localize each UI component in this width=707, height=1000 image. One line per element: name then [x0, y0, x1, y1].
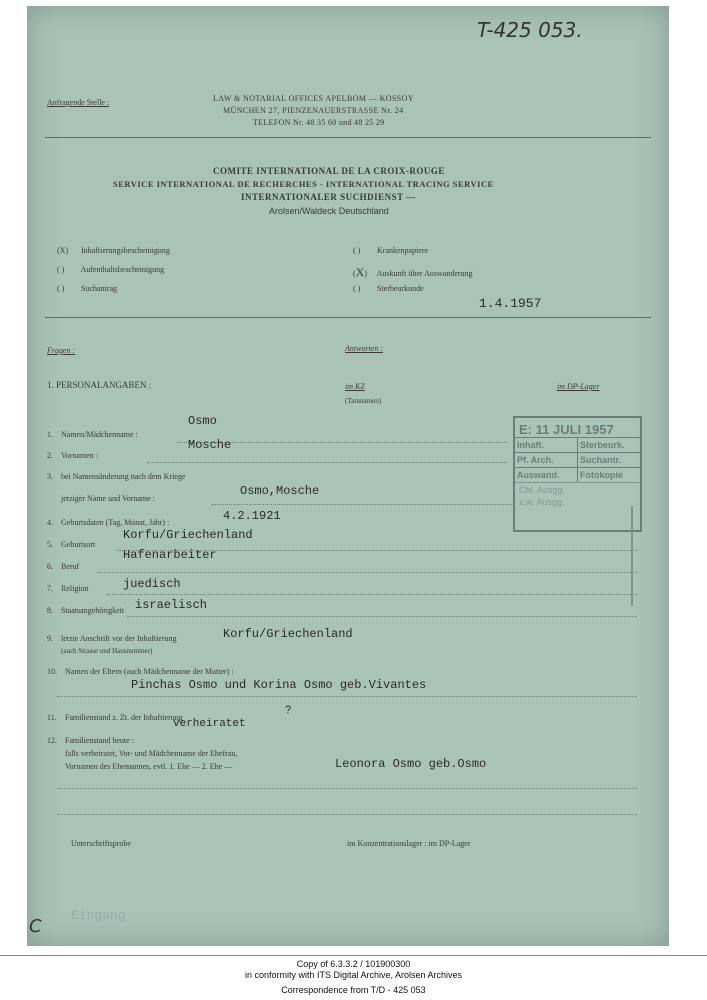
section-personal-data: 1. PERSONALANGABEN : — [47, 380, 152, 390]
field-value-birthplace: Korfu/Griechenland — [123, 528, 253, 542]
field-label-religion: 7. Religion — [47, 584, 89, 593]
option-residence-certificate: ( ) Aufenthaltsbescheinigung — [57, 265, 165, 274]
stamp-date: E: 11 JULI 1957 — [519, 422, 614, 437]
field-value-surname: Osmo — [188, 414, 217, 428]
field-label-parents: 10. Namen der Eltern (auch Mädchenname der Mutter) : — [47, 667, 234, 676]
footer-line-3: Correspondence from T/D - 425 053 — [281, 985, 426, 995]
signature-sample-label: Unterschriftsprobe — [71, 839, 131, 848]
kz-column-header: im KZ — [345, 382, 365, 391]
options-divider — [45, 317, 651, 318]
option-death-certificate: ( ) Sterbeurkunde — [353, 284, 424, 293]
footer-line-1: Copy of 6.3.3.2 / 101900300 — [296, 959, 411, 969]
field-value-religion: juedisch — [123, 577, 181, 591]
camp-label: im Konzentrationslager : im DP-Lager — [347, 839, 471, 848]
stamp-vertical-line — [631, 506, 633, 606]
field-label-nationality: 8. Staatsangehörigkeit — [47, 606, 125, 615]
dotted-line — [97, 572, 637, 573]
questions-header: Fragen : — [47, 346, 76, 355]
field-value-birth-date: 4.2.1921 — [223, 509, 281, 523]
office-line-1: LAW & NOTARIAL OFFICES APELBOM — KOSSOY — [213, 94, 415, 103]
stamp-row: Pf. Arch. Suchantr. — [515, 452, 640, 467]
field-label-birth-date: 4. Geburtsdaten (Tag, Monat, Jahr) : — [47, 518, 170, 527]
dotted-line — [147, 462, 507, 463]
field-label-birthplace: 5. Geburtsort — [47, 540, 96, 549]
dotted-line — [57, 788, 637, 789]
dotted-line — [57, 814, 637, 815]
field-value-first-names: Mosche — [188, 438, 232, 452]
stamp-extra-1: Chl. Ausgg. — [515, 482, 640, 497]
org-line-3: INTERNATIONALER SUCHDIENST — — [241, 192, 416, 202]
dotted-line — [212, 504, 512, 505]
dp-column-header: im DP-Lager — [557, 382, 600, 391]
dotted-line — [127, 616, 637, 617]
answers-header: Antworten : — [345, 344, 383, 353]
field-label-last-address: 9. letzte Anschrift vor der Inhaftierung — [47, 634, 177, 643]
footer-line-2: in conformity with ITS Digital Archive, Arolsen Archives — [244, 970, 463, 980]
field-value-spouse: Leonora Osmo geb.Osmo — [335, 757, 487, 771]
stamp-extra-2: z.w. Ausgg. — [519, 497, 565, 507]
field-note-question-mark: ? — [285, 705, 292, 717]
checkbox-mark: (X) — [353, 265, 368, 279]
org-line-1: COMITE INTERNATIONAL DE LA CROIX-ROUGE — [213, 166, 445, 176]
field-value-current-name: Osmo,Mosche — [240, 484, 320, 498]
field-label-marital-status-today: 12. Familienstand heute : — [47, 736, 134, 745]
stamp-row: Inhaft. Sterbeurk. — [515, 437, 640, 452]
requesting-office-label: Anfragende Stelle : — [47, 98, 110, 107]
kz-alias-subheader: (Tarnnamen) — [345, 397, 382, 405]
field-label-spouse-first-names: Vornamen des Ehemannes, evtl. 1. Ehe — 2. Ehe — — [65, 762, 233, 771]
field-label-first-names: 2. Vornamen : — [47, 451, 98, 460]
checkbox-mark: ( ) — [353, 246, 361, 255]
field-value-marital-status-detention: verheiratet — [173, 718, 246, 730]
option-search-request: ( ) Suchantrag — [57, 284, 117, 293]
checkbox-mark: ( ) — [57, 284, 65, 293]
field-value-nationality: israelisch — [135, 598, 208, 612]
dotted-line — [107, 594, 637, 595]
header-divider — [45, 137, 651, 138]
footer-divider — [0, 955, 707, 956]
field-value-parents: Pinchas Osmo und Korina Osmo geb.Vivantes — [131, 678, 427, 692]
field-label-surname: 1. Namen/Mädchenname : — [47, 430, 138, 439]
field-label-marital-status-detention: 11. Familienstand z. Zt. der Inhaftierung — [47, 713, 183, 722]
checkbox-mark: ( ) — [57, 265, 65, 274]
option-medical-papers: ( ) Krankenpapiere — [353, 246, 429, 255]
office-line-2: MÜNCHEN 27, PIENZENAUERSTRASSE Nr. 24 — [223, 106, 404, 115]
option-detention-certificate: (X) Inhaftierungsbescheinigung — [57, 246, 170, 255]
form-sheet — [27, 6, 669, 946]
office-line-3: TELEFON Nr. 48 35 60 und 48 25 29 — [253, 118, 385, 127]
reference-number: T-425 053. — [477, 18, 583, 42]
field-label-occupation: 6. Beruf — [47, 562, 80, 571]
field-label-current-name: jetziger Name und Vorname : — [61, 494, 155, 503]
option-emigration-info: (X) Auskunft über Auswanderung — [353, 265, 473, 279]
faint-eingang-text: Eingang — [71, 908, 126, 923]
checkbox-mark: ( ) — [353, 284, 361, 293]
org-line-2: SERVICE INTERNATIONAL DE RECHERCHES - INTERNATIONAL TRACING SERVICE — [113, 179, 494, 189]
stamp-row: Auswand. Fotokopie — [515, 467, 640, 482]
org-line-4: Arolsen/Waldeck Deutschland — [269, 206, 389, 216]
request-date: 1.4.1957 — [479, 296, 542, 311]
checkbox-mark: (X) — [57, 246, 69, 255]
field-label-spouse-name: falls verheiratet, Vor- und Mädchenname der Ehefrau, — [65, 749, 238, 758]
corner-handwritten-mark: C — [29, 916, 42, 937]
dotted-line — [57, 696, 637, 697]
field-label-address-hint: (auch Strasse und Hausnummer) — [61, 647, 153, 655]
field-value-last-address: Korfu/Griechenland — [223, 627, 353, 641]
field-value-occupation: Hafenarbeiter — [123, 548, 217, 562]
received-stamp — [513, 416, 642, 532]
field-label-name-change: 3. bei Namensänderung nach dem Kriege — [47, 472, 186, 481]
